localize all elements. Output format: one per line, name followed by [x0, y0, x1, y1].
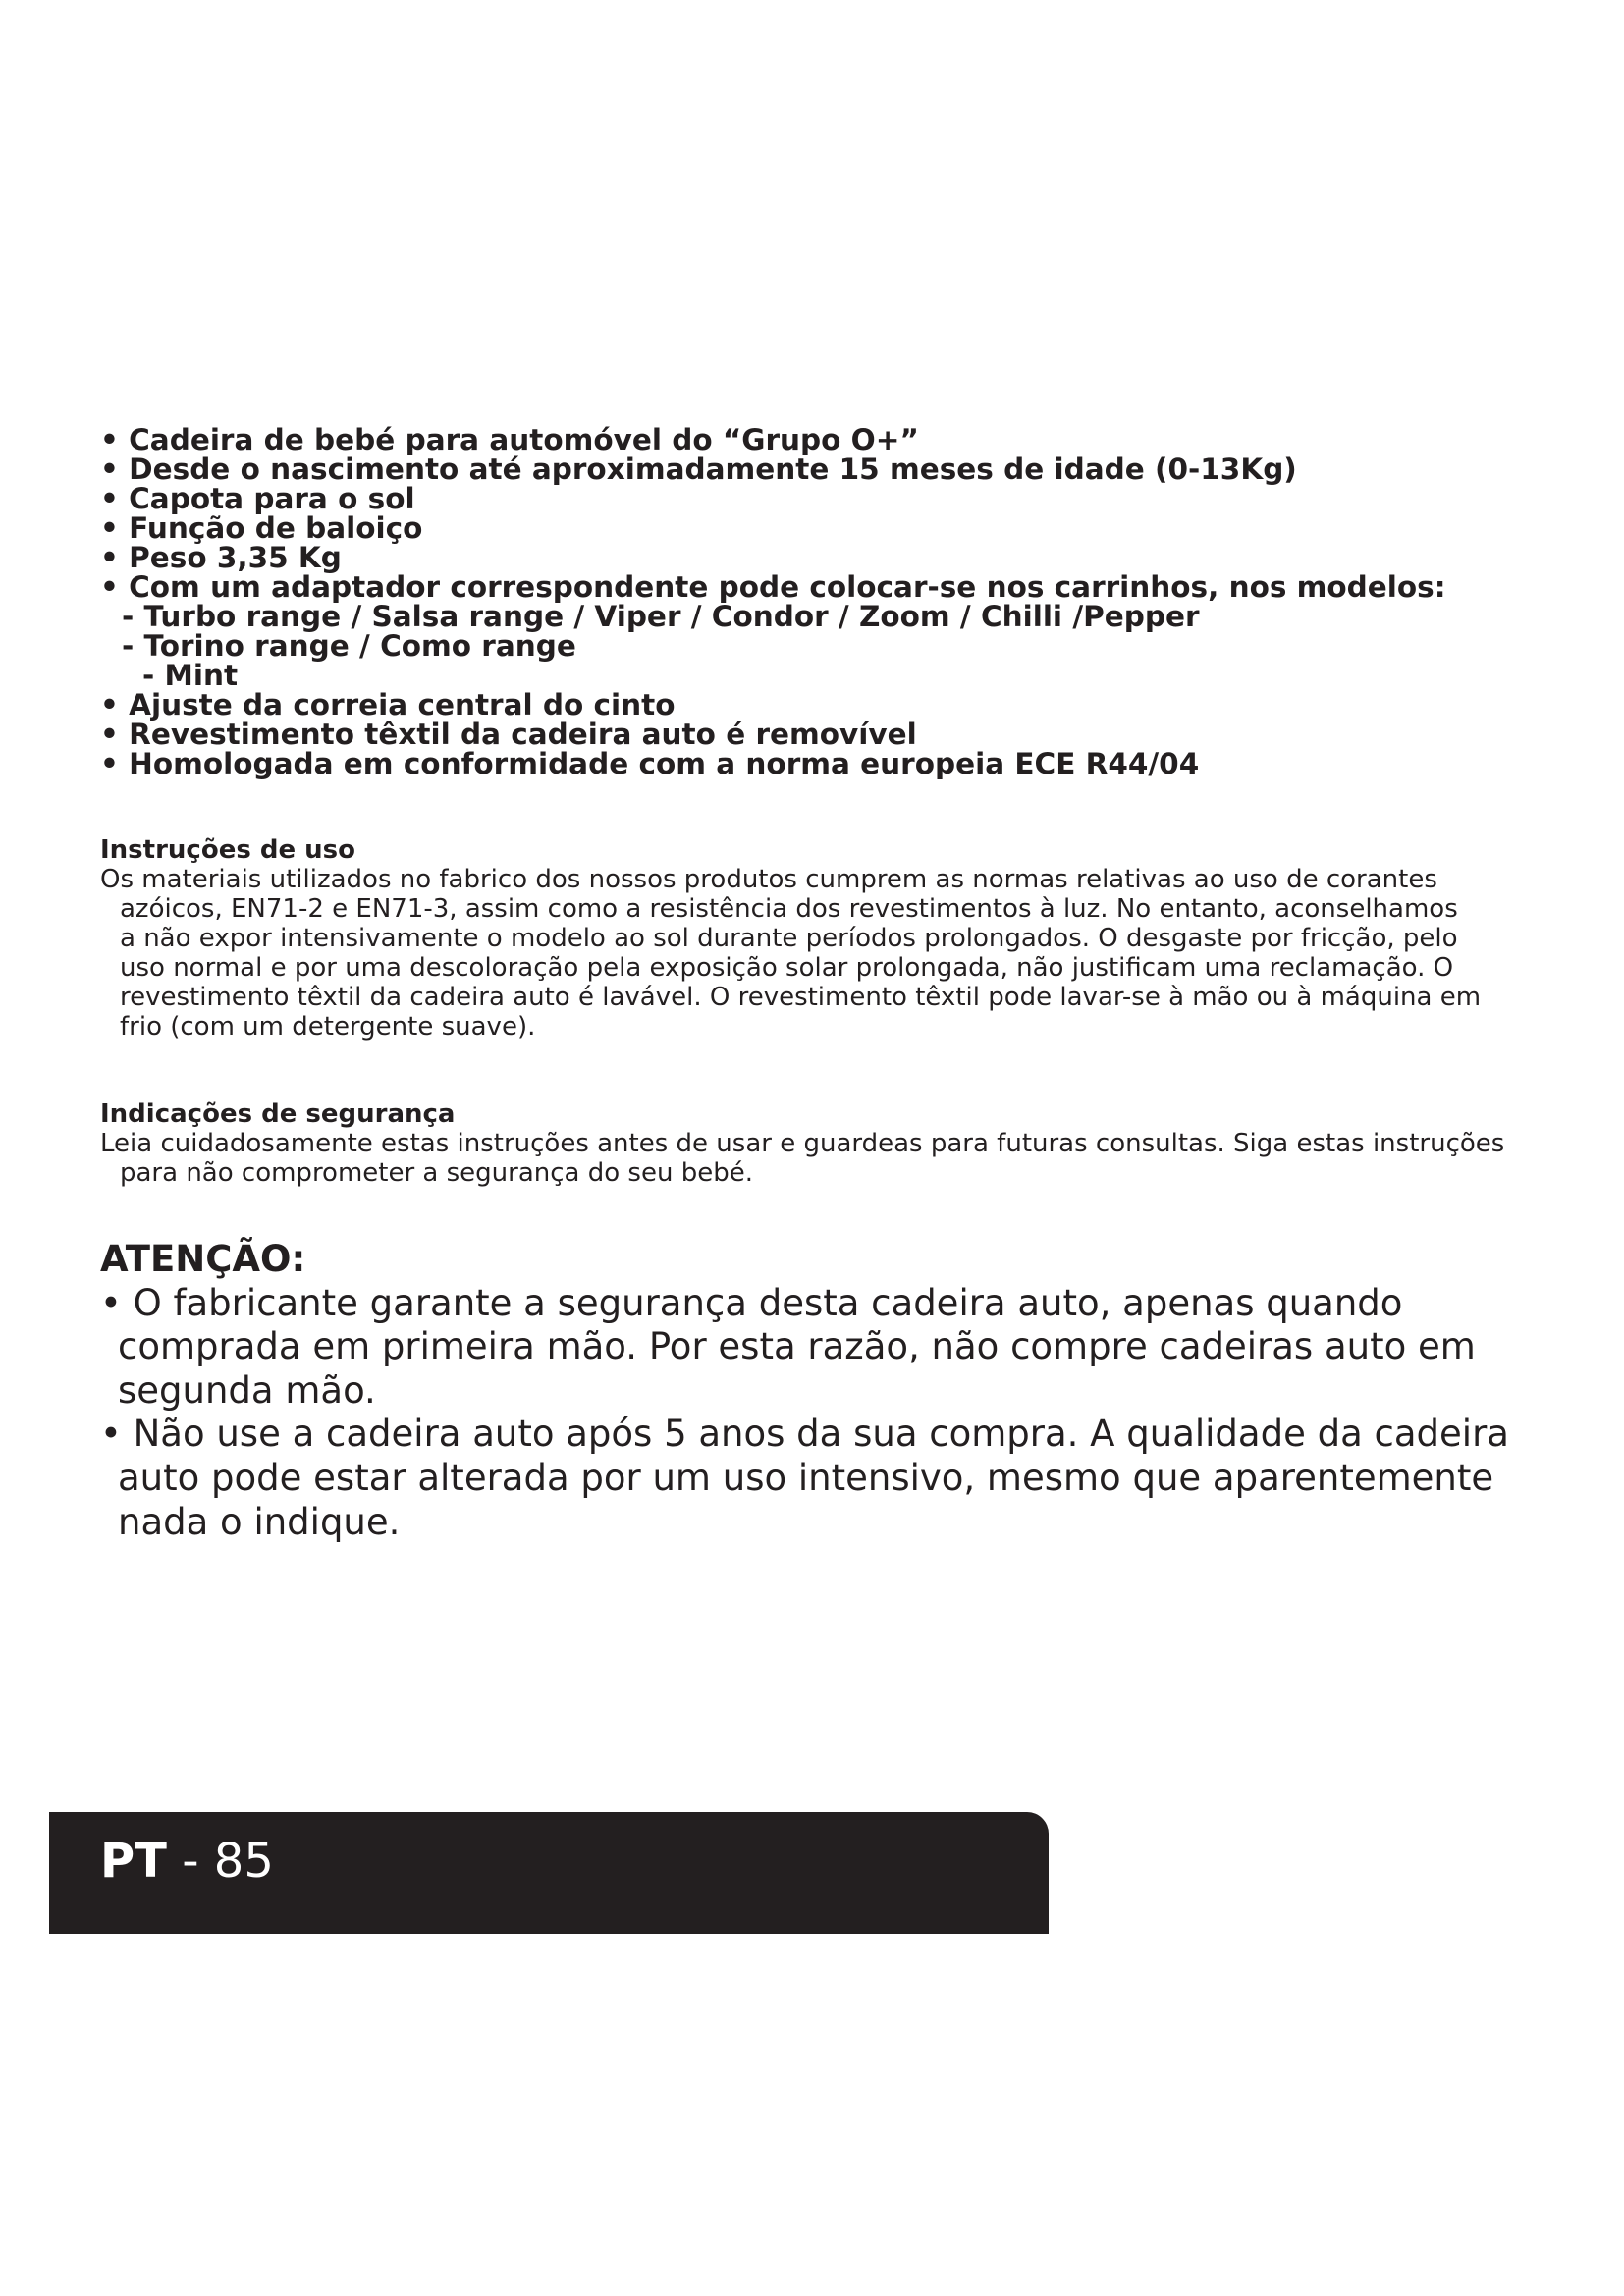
- language-code: PT: [100, 1834, 167, 1889]
- paragraph-line: azóicos, EN71-2 e EN71-3, assim como a resistência dos revestimentos à luz. No entanto, aconselhamos: [120, 894, 1458, 924]
- feature-item: • Peso 3,35 Kg: [100, 543, 1446, 572]
- warning-point-line: comprada em primeira mão. Por esta razão, não compre cadeiras auto em: [118, 1325, 1476, 1368]
- paragraph-line: para não comprometer a segurança do seu bebé.: [120, 1158, 753, 1188]
- page-number: 85: [213, 1834, 274, 1889]
- feature-item: • Revestimento têxtil da cadeira auto é removível: [100, 720, 1446, 749]
- feature-item: • Capota para o sol: [100, 484, 1446, 513]
- features-list: [100, 425, 1446, 778]
- paragraph-line: Leia cuidadosamente estas instruções antes de usar e guardeas para futuras consultas. Siga estas instruções: [100, 1129, 1505, 1158]
- safety-indications-heading: Indicações de segurança: [100, 1099, 456, 1129]
- warning-heading: ATENÇÃO:: [100, 1238, 306, 1280]
- compatible-model-line: - Mint: [142, 659, 239, 692]
- warning-point-line: nada o indique.: [118, 1500, 401, 1543]
- compatible-model-line: - Torino range / Como range: [122, 629, 576, 663]
- paragraph-line: uso normal e por uma descoloração pela exposição solar prolongada, não justificam uma reclamação. O: [120, 953, 1454, 983]
- feature-item: • Cadeira de bebé para automóvel do “Grupo O+”: [100, 425, 1446, 454]
- feature-item: • Homologada em conformidade com a norma europeia ECE R44/04: [100, 749, 1446, 778]
- compatible-model-line: - Turbo range / Salsa range / Viper / Condor / Zoom / Chilli /Pepper: [122, 600, 1200, 633]
- warning-point-line: segunda mão.: [118, 1368, 376, 1412]
- paragraph-line: frio (com um detergente suave).: [120, 1012, 536, 1041]
- footer-bar: [49, 1812, 1049, 1934]
- warning-section: [100, 1238, 1509, 1544]
- feature-item: • Com um adaptador correspondente pode colocar-se nos carrinhos, nos modelos:: [100, 572, 1446, 602]
- paragraph-line: Os materiais utilizados no fabrico dos nossos produtos cumprem as normas relativas ao uso de corantes: [100, 865, 1437, 894]
- usage-instructions-heading: Instruções de uso: [100, 835, 355, 865]
- feature-item: • Função de baloiço: [100, 513, 1446, 543]
- warning-point-line: • O fabricante garante a segurança desta cadeira auto, apenas quando: [100, 1282, 1509, 1326]
- feature-item: • Desde o nascimento até aproximadamente 15 meses de idade (0-13Kg): [100, 454, 1446, 484]
- safety-indications-section: [100, 1099, 1504, 1188]
- paragraph-line: a não expor intensivamente o modelo ao sol durante períodos prolongados. O desgaste por fricção, pelo: [120, 924, 1458, 953]
- paragraph-line: revestimento têxtil da cadeira auto é lavável. O revestimento têxtil pode lavar-se à mão ou à máquina em: [120, 983, 1482, 1012]
- page-label: [100, 1834, 274, 1889]
- usage-instructions-section: [100, 835, 1481, 1041]
- warning-point-line: • Não use a cadeira auto após 5 anos da sua compra. A qualidade da cadeira: [100, 1413, 1509, 1457]
- warning-point-line: auto pode estar alterada por um uso intensivo, mesmo que aparentemente: [118, 1456, 1494, 1499]
- page-separator: -: [182, 1834, 199, 1889]
- feature-item: • Ajuste da correia central do cinto: [100, 690, 1446, 720]
